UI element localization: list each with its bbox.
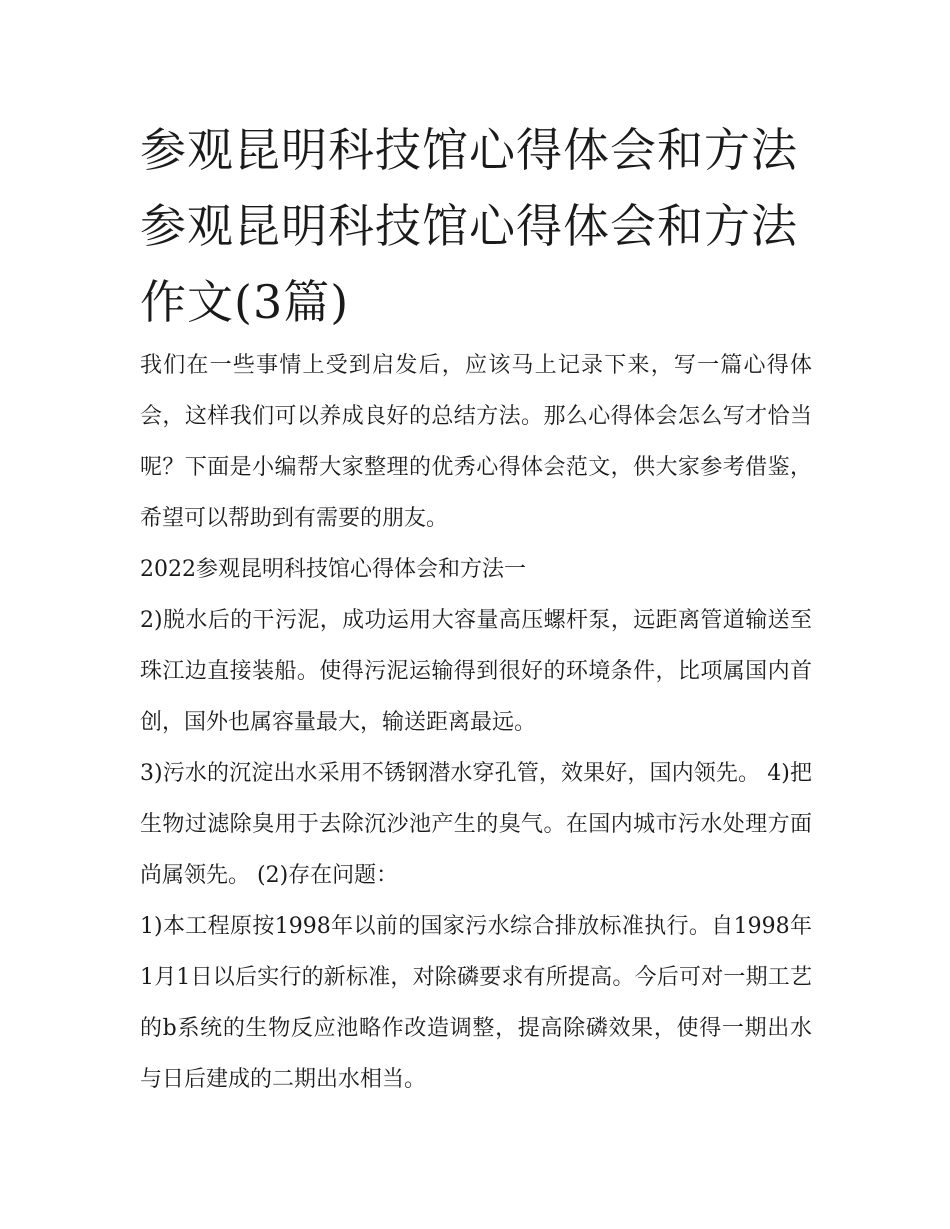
paragraph-item-3: 3)污水的沉淀出水采用不锈钢潜水穿孔管，效果好，国内领先。 4)把生物过滤除臭用于去除沉沙池产生的臭气。在国内城市污水处理方面尚属领先。 (2)存在问题： <box>140 761 812 888</box>
document-body <box>140 340 812 1105</box>
section-heading: 2022参观昆明科技馆心得体会和方法一 <box>140 557 526 582</box>
document-title: 参观昆明科技馆心得体会和方法 参观昆明科技馆心得体会和方法作文(3篇) <box>140 123 798 329</box>
document-page <box>140 112 812 1105</box>
paragraph-item-1: 1)本工程原按1998年以前的国家污水综合排放标准执行。自1998年1月1日以后实行的新标准，对除磷要求有所提高。今后可对一期工艺的b系统的生物反应池略作改造调整，提高除磷效果，使得一期出水与日后建成的二期出水相当。 <box>140 914 812 1092</box>
paragraph-item-2: 2)脱水后的干污泥，成功运用大容量高压螺杆泵，远距离管道输送至珠江边直接装船。使得污泥运输得到很好的环境条件，比项属国内首创，国外也属容量最大，输送距离最远。 <box>140 608 812 735</box>
paragraph-intro: 我们在一些事情上受到启发后，应该马上记录下来，写一篇心得体会，这样我们可以养成良好的总结方法。那么心得体会怎么写才恰当呢？下面是小编帮大家整理的优秀心得体会范文，供大家参考借鉴，希望可以帮助到有需要的朋友。 <box>140 353 812 531</box>
